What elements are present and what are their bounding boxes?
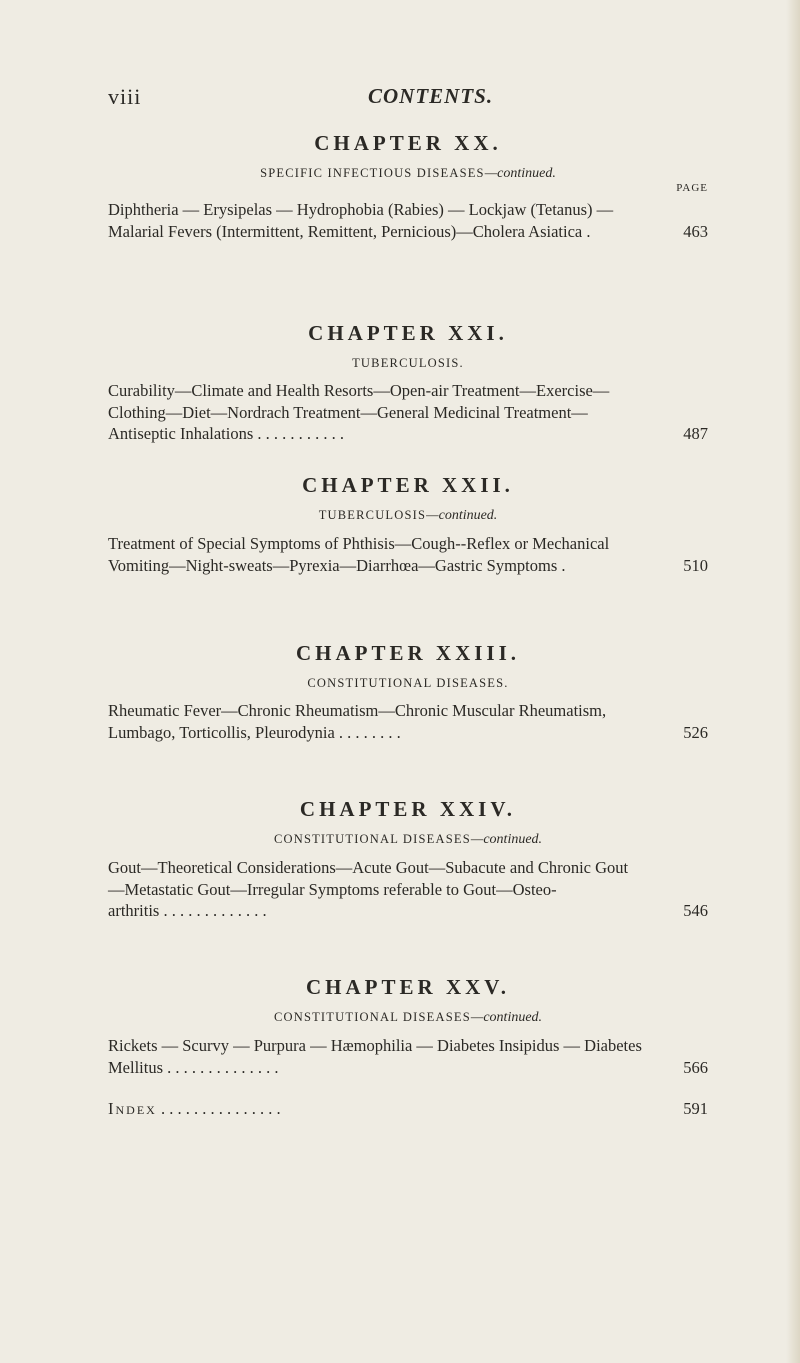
entry-page-number: 526 [683,722,708,742]
page-column-label: PAGE [676,182,708,194]
subject-continued: —continued. [426,508,498,523]
chapter-subject [108,830,708,849]
entry-line: Vomiting—Night-sweats—Pyrexia—Diarrhœa—Gastric Symptoms . [108,555,566,575]
chapter-xxiii [108,638,708,794]
chapter-subject [108,354,708,372]
page-edge-shadow [786,0,800,1363]
chapter-heading: CHAPTER XXV. [306,975,510,999]
chapter-xxi [108,318,708,470]
contents-body [108,128,708,1120]
chapter-entry [108,380,708,445]
entry-line: Gout—Theoretical Considerations—Acute Gout—Subacute and Chronic Gout [108,858,629,877]
index-dots: . . . . . . . . . . . . . . . [160,1099,281,1118]
index-label: Index [108,1099,157,1118]
running-title: CONTENTS. [368,84,494,108]
entry-line: Antiseptic Inhalations . . . . . . . . . . . [108,424,345,443]
chapter-xxii [108,470,708,638]
index-page-number: 591 [683,1099,708,1118]
chapter-heading: CHAPTER XXIV. [299,797,517,821]
entry-line: Curability—Climate and Health Resorts—Open-air Treatment—Exercise— [108,381,610,400]
entry-line: Diphtheria — Erysipelas — Hydrophobia (Rabies) — Lockjaw (Tetanus) — [108,200,614,219]
chapter-heading: CHAPTER XXIII. [295,641,521,665]
chapter-entry [108,700,708,743]
subject-text: TUBERCULOSIS [318,508,427,522]
chapter-entry [108,533,708,576]
chapter-subject [108,1008,708,1027]
chapter-subject [108,506,708,525]
entry-line: Lumbago, Torticollis, Pleurodynia . . . . . . . . [108,722,401,742]
chapter-subject [108,674,708,692]
page-folio: viii [108,84,142,109]
subject-continued: —continued. [470,1010,543,1025]
chapter-entry [108,1035,708,1078]
entry-page-number: 463 [683,221,708,241]
chapter-xxv [108,972,708,1092]
entry-page-number: 546 [683,901,708,920]
entry-line: Rickets — Scurvy — Purpura — Hæmophilia — Diabetes Insipidus — Diabetes [108,1036,642,1055]
running-head [108,84,708,114]
entry-line: —Metastatic Gout—Irregular Symptoms referable to Gout—Osteo- [108,879,557,899]
subject-text: CONSTITUTIONAL DISEASES [273,1010,471,1024]
subject-continued: —continued. [484,166,556,181]
entry-line: Treatment of Special Symptoms of Phthisis—Cough--Reflex or Mechanical [108,534,610,553]
entry-page-number: 566 [683,1057,708,1077]
chapter-entry [108,199,708,242]
entry-line: Malarial Fevers (Intermittent, Remittent, Pernicious)—Cholera Asiatica . [108,221,591,241]
entry-line: Rheumatic Fever—Chronic Rheumatism—Chronic Muscular Rheumatism, [108,701,607,720]
subject-text: CONSTITUTIONAL DISEASES [273,832,471,846]
chapter-entry [108,857,708,922]
chapter-heading: CHAPTER XXI. [308,321,508,345]
index-entry [108,1098,708,1120]
entry-line: arthritis . . . . . . . . . . . . . [108,901,267,920]
chapter-xxiv [108,794,708,972]
chapter-heading: CHAPTER XXII. [302,473,514,497]
subject-continued: —continued. [470,832,543,847]
subject-text: TUBERCULOSIS. [352,356,464,370]
chapter-xx [108,128,708,318]
subject-text: SPECIFIC INFECTIOUS DISEASES [260,166,485,180]
entry-line: Mellitus . . . . . . . . . . . . . . [108,1057,279,1077]
chapter-heading: CHAPTER XX. [314,131,502,155]
chapter-subject [108,164,708,183]
subject-text: CONSTITUTIONAL DISEASES. [307,676,509,690]
entry-page-number: 487 [683,424,708,443]
entry-line: Clothing—Diet—Nordrach Treatment—General Medicinal Treatment— [108,402,588,422]
entry-page-number: 510 [683,555,708,575]
